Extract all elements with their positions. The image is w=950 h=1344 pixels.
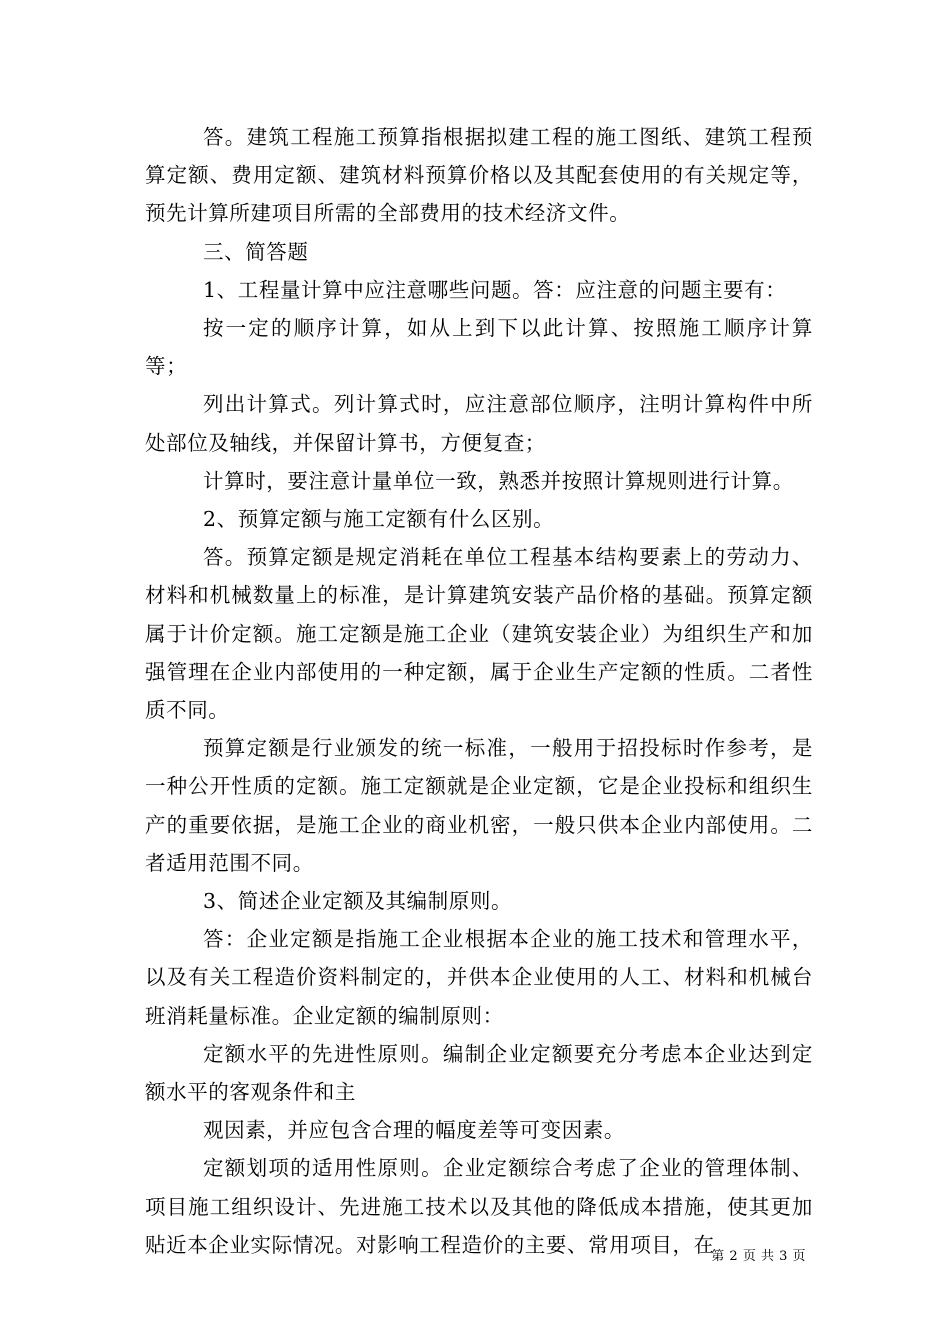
document-body	[145, 118, 813, 1264]
paragraph: 按一定的顺序计算，如从上到下以此计算、按照施工顺序计算等；	[145, 316, 813, 379]
paragraph: 观因素，并应包含合理的幅度差等可变因素。	[203, 1118, 625, 1143]
question-2: 2、预算定额与施工定额有什么区别。	[203, 507, 555, 532]
paragraph: 答。预算定额是规定消耗在单位工程基本结构要素上的劳动力、材料和机械数量上的标准，是计算建筑安装产品价格的基础。预算定额属于计价定额。施工定额是施工企业（建筑安装企业）为组织生产和加强管理在企业内部使用的一种定额，属于企业生产定额的性质。二者性质不同。	[145, 545, 813, 723]
section-heading: 三、简答题	[203, 239, 309, 264]
question-1: 1、工程量计算中应注意哪些问题。答：应注意的问题主要有：	[203, 277, 787, 302]
question-3: 3、简述企业定额及其编制原则。	[203, 889, 513, 914]
paragraph: 计算时，要注意计量单位一致，熟悉并按照计算规则进行计算。	[203, 468, 794, 493]
paragraph: 答：企业定额是指施工企业根据本企业的施工技术和管理水平，以及有关工程造价资料制定的，并供本企业使用的人工、材料和机械台班消耗量标准。企业定额的编制原则：	[145, 927, 813, 1028]
paragraph: 答。建筑工程施工预算指根据拟建工程的施工图纸、建筑工程预算定额、费用定额、建筑材料预算价格以及其配套使用的有关规定等，预先计算所建项目所需的全部费用的技术经济文件。	[145, 125, 813, 226]
paragraph: 预算定额是行业颁发的统一标准，一般用于招投标时作参考，是一种公开性质的定额。施工定额就是企业定额，它是企业投标和组织生产的重要依据，是施工企业的商业机密，一般只供本企业内部使用。二者适用范围不同。	[145, 736, 813, 875]
paragraph: 定额水平的先进性原则。编制企业定额要充分考虑本企业达到定额水平的客观条件和主	[145, 1041, 813, 1105]
paragraph: 定额划项的适用性原则。企业定额综合考虑了企业的管理体制、项目施工组织设计、先进施工技术以及其他的降低成本措施，使其更加贴近本企业实际情况。对影响工程造价的主要、常用项目，在	[145, 1156, 813, 1257]
paragraph: 列出计算式。列计算式时，应注意部位顺序，注明计算构件中所处部位及轴线，并保留计算书，方便复查；	[145, 392, 813, 455]
page-number-footer: 第 2 页 共 3 页	[711, 1249, 806, 1264]
